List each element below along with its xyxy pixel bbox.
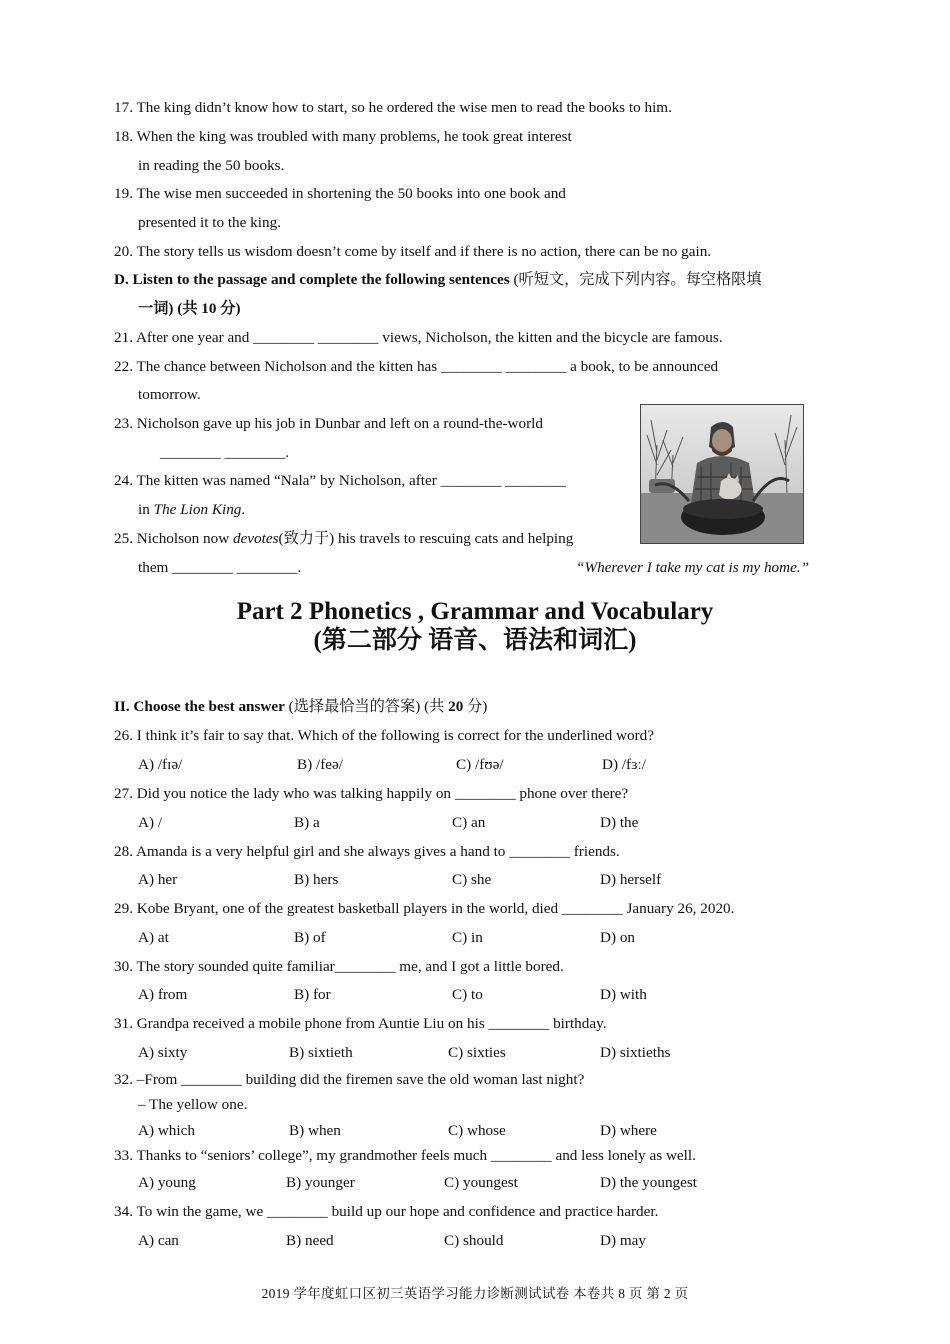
question-20: 20. The story tells us wisdom doesn’t come by itself and if there is no action, there can be no gain. bbox=[114, 243, 712, 260]
option-c: C) an bbox=[452, 814, 486, 831]
question-25 bbox=[114, 529, 573, 549]
section-ii-heading-cn: (选择最恰当的答案) (共 bbox=[284, 698, 449, 715]
option-b: B) for bbox=[294, 986, 331, 1003]
question-19: 19. The wise men succeeded in shortening the 50 books into one book and bbox=[114, 185, 566, 202]
option-b: B) sixtieth bbox=[289, 1044, 353, 1061]
question-25-cont: them ________ ________. bbox=[138, 559, 302, 576]
option-a: A) at bbox=[138, 929, 169, 946]
question-26: 26. I think it’s fair to say that. Which of the following is correct for the underlined word? bbox=[114, 727, 655, 744]
question-27: 27. Did you notice the lady who was talking happily on ________ phone over there? bbox=[114, 785, 629, 802]
question-29: 29. Kobe Bryant, one of the greatest basketball players in the world, died ________ January 26, 2020. bbox=[114, 900, 735, 917]
section-ii-heading bbox=[114, 697, 487, 717]
question-33: 33. Thanks to “seniors’ college”, my grandmother feels much ________ and less lonely as well. bbox=[114, 1147, 696, 1164]
option-a: A) sixty bbox=[138, 1044, 188, 1061]
option-b: B) when bbox=[289, 1122, 341, 1139]
question-25-prefix: 25. Nicholson now bbox=[114, 530, 233, 547]
question-18-cont: in reading the 50 books. bbox=[138, 157, 285, 174]
option-d: D) herself bbox=[600, 871, 662, 888]
section-d-heading bbox=[114, 270, 762, 290]
option-a: A) / bbox=[138, 814, 163, 831]
question-17: 17. The king didn’t know how to start, so he ordered the wise men to read the books to him. bbox=[114, 99, 672, 116]
section-ii-heading-end: 分) bbox=[463, 698, 488, 715]
option-d: D) with bbox=[600, 986, 647, 1003]
option-a: A) /fɪə/ bbox=[138, 756, 183, 773]
section-d-heading-cn: (听短文，完成下列内容。每空格限填 bbox=[509, 271, 762, 288]
option-b: B) /feə/ bbox=[297, 756, 343, 773]
question-31: 31. Grandpa received a mobile phone from Auntie Liu on his ________ birthday. bbox=[114, 1015, 607, 1032]
question-24-suffix: . bbox=[241, 501, 246, 518]
question-18: 18. When the king was troubled with many problems, he took great interest bbox=[114, 128, 572, 145]
option-b: B) hers bbox=[294, 871, 339, 888]
option-d: D) where bbox=[600, 1122, 657, 1139]
page-footer: 2019 学年度虹口区初三英语学习能力诊断测试试卷 本卷共 8 页 第 2 页 bbox=[261, 1286, 689, 1301]
option-d: D) the youngest bbox=[600, 1174, 698, 1191]
movie-title: The Lion King bbox=[153, 501, 242, 518]
question-30: 30. The story sounded quite familiar________ me, and I got a little bored. bbox=[114, 958, 564, 975]
option-b: B) a bbox=[294, 814, 320, 831]
option-c: C) /fʊə/ bbox=[456, 756, 504, 773]
option-c: C) she bbox=[452, 871, 492, 888]
option-c: C) to bbox=[452, 986, 483, 1003]
section-ii-points: 20 bbox=[448, 698, 464, 715]
question-19-cont: presented it to the king. bbox=[138, 214, 281, 231]
option-c: C) should bbox=[444, 1232, 504, 1249]
section-d-heading-text: D. Listen to the passage and complete the following sentences bbox=[114, 271, 510, 288]
man-with-cat-photo bbox=[640, 404, 804, 544]
question-25-suffix: (致力于) his travels to rescuing cats and helping bbox=[278, 530, 574, 547]
option-a: A) which bbox=[138, 1122, 195, 1139]
question-32: 32. –From ________ building did the firemen save the old woman last night? bbox=[114, 1071, 585, 1088]
question-24-cont bbox=[138, 500, 245, 520]
question-34: 34. To win the game, we ________ build up our hope and confidence and practice harder. bbox=[114, 1203, 659, 1220]
section-ii-heading-text: II. Choose the best answer bbox=[114, 698, 285, 715]
option-d: D) /fɜː/ bbox=[602, 756, 646, 773]
option-d: D) sixtieths bbox=[600, 1044, 671, 1061]
option-b: B) need bbox=[286, 1232, 334, 1249]
option-c: C) sixties bbox=[448, 1044, 506, 1061]
question-23-cont: ________ ________. bbox=[160, 444, 290, 461]
option-c: C) in bbox=[452, 929, 483, 946]
section-d-heading-cont-c: 分) bbox=[216, 300, 241, 317]
question-32-reply: – The yellow one. bbox=[138, 1096, 248, 1113]
option-d: D) on bbox=[600, 929, 636, 946]
question-22-cont: tomorrow. bbox=[138, 386, 201, 403]
question-24: 24. The kitten was named “Nala” by Nicholson, after ________ ________ bbox=[114, 472, 566, 489]
option-a: A) young bbox=[138, 1174, 196, 1191]
option-b: B) younger bbox=[286, 1174, 355, 1191]
option-a: A) from bbox=[138, 986, 188, 1003]
section-d-heading-cont-a: 一词) (共 bbox=[138, 300, 202, 317]
question-28: 28. Amanda is a very helpful girl and she always gives a hand to ________ friends. bbox=[114, 843, 620, 860]
question-21: 21. After one year and ________ ________ views, Nicholson, the kitten and the bicycle are famous. bbox=[114, 329, 723, 346]
option-b: B) of bbox=[294, 929, 326, 946]
question-23: 23. Nicholson gave up his job in Dunbar and left on a round-the-world bbox=[114, 415, 543, 432]
italic-word: devotes bbox=[232, 530, 279, 547]
part2-subtitle: (第二部分 语音、语法和词汇) bbox=[313, 627, 637, 654]
option-c: C) youngest bbox=[444, 1174, 518, 1191]
photo-caption: “Wherever I take my cat is my home.” bbox=[576, 559, 810, 576]
section-d-heading-cont bbox=[138, 299, 241, 319]
part2-title: Part 2 Phonetics , Grammar and Vocabulary bbox=[236, 598, 714, 625]
option-c: C) whose bbox=[448, 1122, 506, 1139]
option-a: A) can bbox=[138, 1232, 179, 1249]
question-22: 22. The chance between Nicholson and the kitten has ________ ________ a book, to be announced bbox=[114, 358, 719, 375]
option-d: D) may bbox=[600, 1232, 646, 1249]
section-d-points: 10 bbox=[201, 300, 217, 317]
option-d: D) the bbox=[600, 814, 639, 831]
question-24-prefix: in bbox=[138, 501, 154, 518]
option-a: A) her bbox=[138, 871, 178, 888]
